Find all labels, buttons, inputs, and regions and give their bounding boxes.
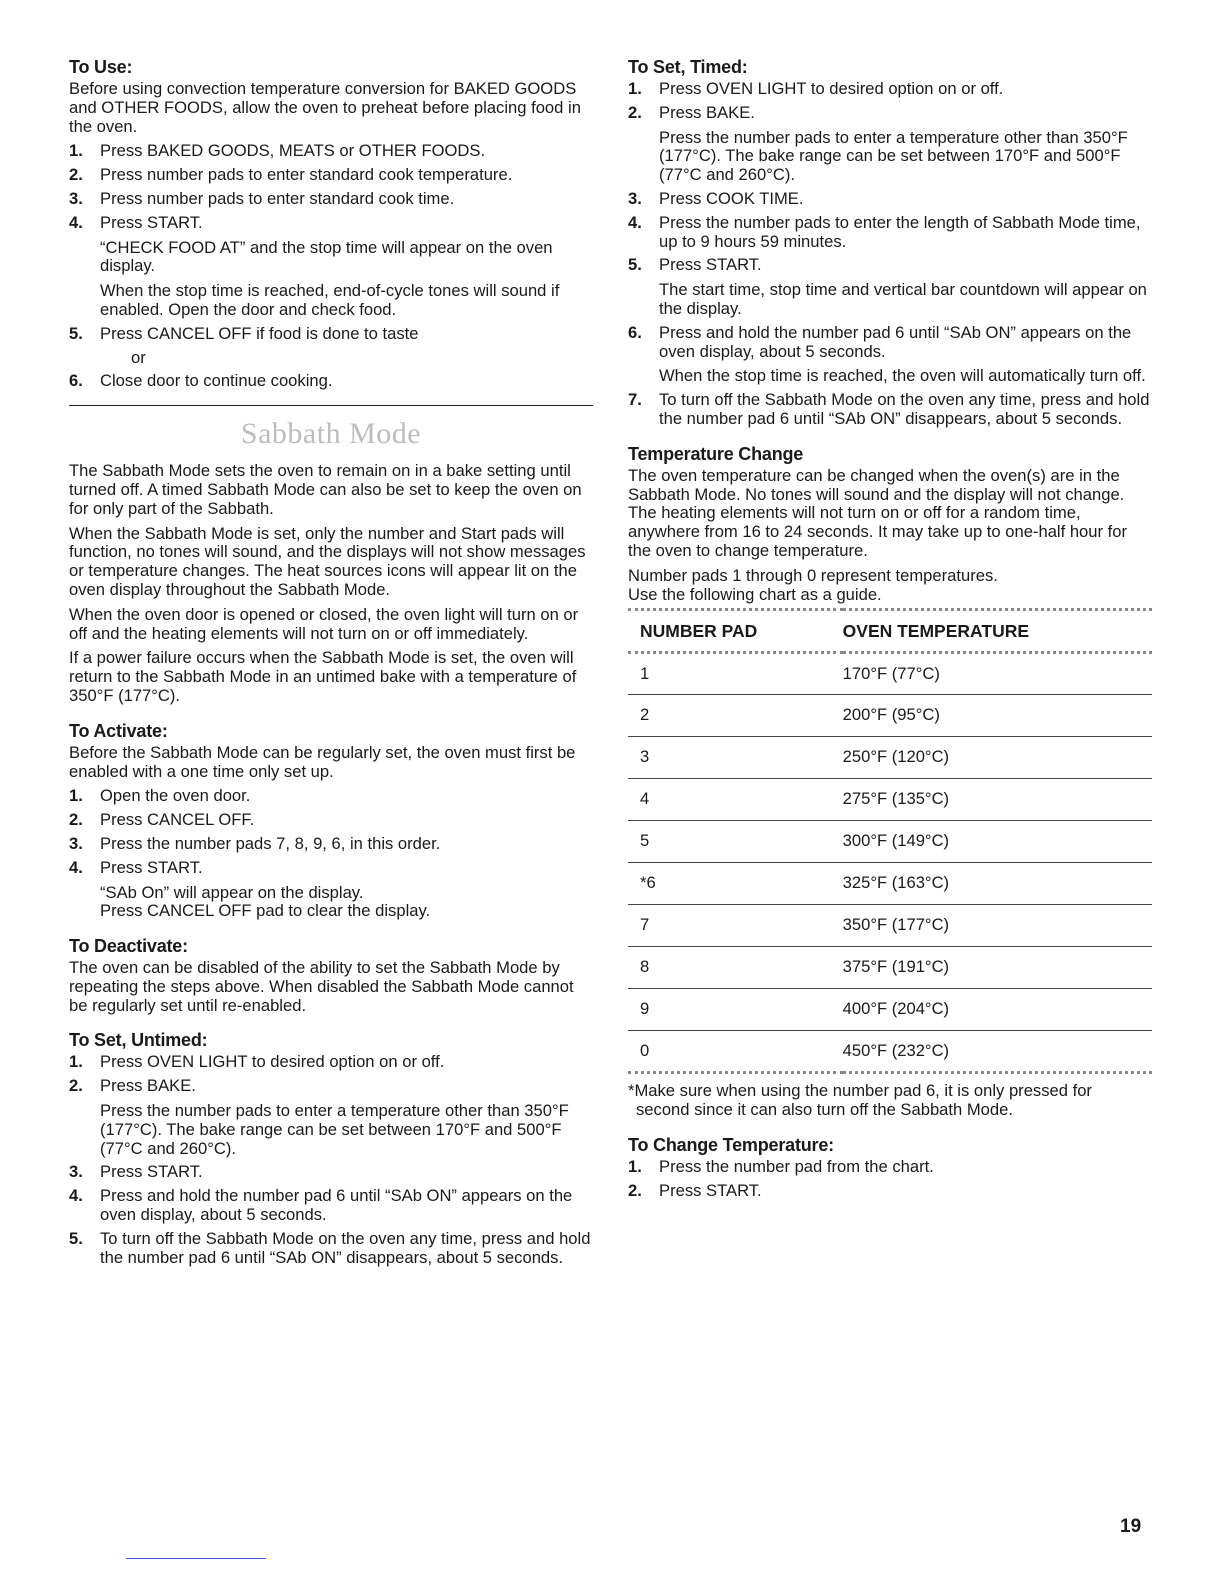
table-row: 9 400°F (204°C): [628, 989, 1152, 1031]
activate-steps: [69, 787, 593, 921]
section-divider: [69, 405, 593, 406]
table-row: 5 300°F (149°C): [628, 821, 1152, 863]
sabbath-paragraph-4: If a power failure occurs when the Sabbath Mode is set, the oven will return to the Sabbath Mode in an untimed bake with a temperature of 350°F (177°C).: [69, 648, 577, 705]
list-item: 2. Press number pads to enter standard cook temperature.: [69, 165, 513, 185]
temperature-table: [628, 608, 1152, 1074]
timed-steps: [628, 80, 1152, 429]
deactivate-text: The oven can be disabled of the ability to set the Sabbath Mode by repeating the steps above. When disabled the Sabbath Mode cannot be regularly set until re-enabled.: [69, 958, 574, 1015]
table-footnote: *Make sure when using the number pad 6, it is only pressed for second since it can also turn off the Sabbath Mode.: [628, 1081, 1092, 1120]
list-item: 1. Open the oven door.: [69, 786, 251, 806]
to-use-heading: To Use:: [69, 57, 133, 77]
list-item: 1. Press the number pad from the chart.: [628, 1156, 934, 1176]
list-item: 6. Press and hold the number pad 6 until “SAb ON” appears on the oven display, about 5 seconds. When the stop time is reached, the oven will automatically turn off.: [628, 322, 1146, 386]
column-header-number-pad: NUMBER PAD: [640, 621, 758, 642]
list-item: 4. Press and hold the number pad 6 until “SAb ON” appears on the oven display, about 5 seconds.: [69, 1186, 573, 1225]
list-item: 4. Press START. “SAb On” will appear on the display. Press CANCEL OFF pad to clear the display.: [69, 857, 431, 921]
list-item: 4. Press the number pads to enter the length of Sabbath Mode time, up to 9 hours 59 minutes.: [628, 212, 1141, 251]
activate-intro: Before the Sabbath Mode can be regularly set, the oven must first be enabled with a one time only set up.: [69, 742, 576, 781]
table-row: 8 375°F (191°C): [628, 947, 1152, 989]
list-item: 7. To turn off the Sabbath Mode on the oven any time, press and hold the number pad 6 until “SAb ON” disappears, about 5 seconds.: [628, 390, 1150, 428]
deactivate-heading: To Deactivate:: [69, 936, 188, 957]
to-use-intro: Before using convection temperature conversion for BAKED GOODS and OTHER FOODS, allow the oven to preheat before placing food in the oven.: [69, 79, 581, 136]
timed-section: [628, 56, 1152, 429]
temperature-change-text: The oven temperature can be changed when the oven(s) are in the Sabbath Mode. No tones will sound and the display will not change. The heating elements will not turn on or off for a random time, anywhere from 16 to 24 seconds. It may take up to one-half hour for the oven to change temperature.: [628, 465, 1128, 560]
table-header-row: [628, 610, 1152, 653]
page-number: 19: [1120, 1516, 1142, 1537]
table-row: 3 250°F (120°C): [628, 737, 1152, 779]
change-temperature-section: [628, 1134, 1152, 1201]
chart-guide-note: Use the following chart as a guide.: [628, 584, 882, 604]
list-item: 6. Close door to continue cooking.: [69, 371, 333, 391]
list-item: 3. Press COOK TIME.: [628, 188, 804, 208]
activate-section: [69, 720, 593, 921]
right-column: [628, 56, 1152, 1207]
sabbath-paragraph-2: When the Sabbath Mode is set, only the number and Start pads will function, no tones will sound, and the displays will not show messages or temperature changes. The heat sources icons will appear lit on the oven display throughout the Sabbath Mode.: [69, 523, 586, 599]
to-use-section: [69, 56, 593, 391]
left-column: [69, 56, 593, 1273]
list-item: 3. Press the number pads 7, 8, 9, 6, in this order.: [69, 833, 441, 853]
to-use-steps: [69, 142, 593, 391]
change-temperature-heading: To Change Temperature:: [628, 1134, 834, 1155]
list-item: 4. Press START. “CHECK FOOD AT” and the stop time will appear on the oven display. When the stop time is reached, end-of-cycle tones will sound if enabled. Open the door and check food.: [69, 212, 560, 319]
table-row: 1 170°F (77°C): [628, 653, 1152, 695]
temperature-change-section: [628, 443, 1152, 1120]
sabbath-mode-title: Sabbath Mode: [240, 417, 422, 451]
or-text: or: [131, 347, 146, 367]
list-item: 2. Press START.: [628, 1180, 762, 1200]
table-row: 2 200°F (95°C): [628, 695, 1152, 737]
sabbath-paragraph-3: When the oven door is opened or closed, the oven light will turn on or off and the heating elements will not turn on or off immediately.: [69, 604, 579, 643]
list-item: 2. Press CANCEL OFF.: [69, 810, 255, 830]
table-row: 4 275°F (135°C): [628, 779, 1152, 821]
footer-rule: [126, 1558, 266, 1559]
untimed-steps: [69, 1053, 593, 1267]
table-row: 7 350°F (177°C): [628, 905, 1152, 947]
untimed-heading: To Set, Untimed:: [69, 1030, 208, 1051]
list-item: 2. Press BAKE. Press the number pads to enter a temperature other than 350°F (177°C). The bake range can be set between 170°F and 500°F (77°C and 260°C).: [69, 1076, 569, 1158]
list-item: 3. Press number pads to enter standard cook time.: [69, 188, 455, 208]
activate-heading: To Activate:: [69, 720, 168, 741]
list-item: 5. Press START. The start time, stop time and vertical bar countdown will appear on the display.: [628, 255, 1147, 318]
list-item: 1. Press OVEN LIGHT to desired option on or off.: [628, 79, 1004, 98]
sabbath-mode-section: [69, 414, 593, 706]
untimed-section: [69, 1029, 593, 1267]
timed-heading: To Set, Timed:: [628, 57, 748, 77]
list-item: 5. To turn off the Sabbath Mode on the oven any time, press and hold the number pad 6 until “SAb ON” disappears, about 5 seconds.: [69, 1228, 591, 1267]
sabbath-paragraph-1: The Sabbath Mode sets the oven to remain on in a bake setting until turned off. A timed Sabbath Mode can also be set to keep the oven on for only part of the Sabbath.: [69, 461, 582, 518]
number-pads-note: Number pads 1 through 0 represent temperatures.: [628, 565, 998, 585]
list-item: 5. Press CANCEL OFF if food is done to taste: [69, 323, 419, 343]
list-item: 3. Press START.: [69, 1162, 203, 1182]
list-item: 1. Press OVEN LIGHT to desired option on or off.: [69, 1052, 445, 1072]
deactivate-section: [69, 935, 593, 1015]
list-item: 2. Press BAKE. Press the number pads to enter a temperature other than 350°F (177°C). The bake range can be set between 170°F and 500°F (77°C and 260°C).: [628, 102, 1128, 185]
column-header-oven-temperature: OVEN TEMPERATURE: [842, 621, 1030, 642]
temperature-change-heading: Temperature Change: [628, 443, 804, 464]
table-row: 0 450°F (232°C): [628, 1031, 1152, 1073]
change-temperature-steps: [628, 1158, 1152, 1201]
list-item: 1. Press BAKED GOODS, MEATS or OTHER FOODS.: [69, 141, 486, 161]
table-row: *6 325°F (163°C): [628, 863, 1152, 905]
